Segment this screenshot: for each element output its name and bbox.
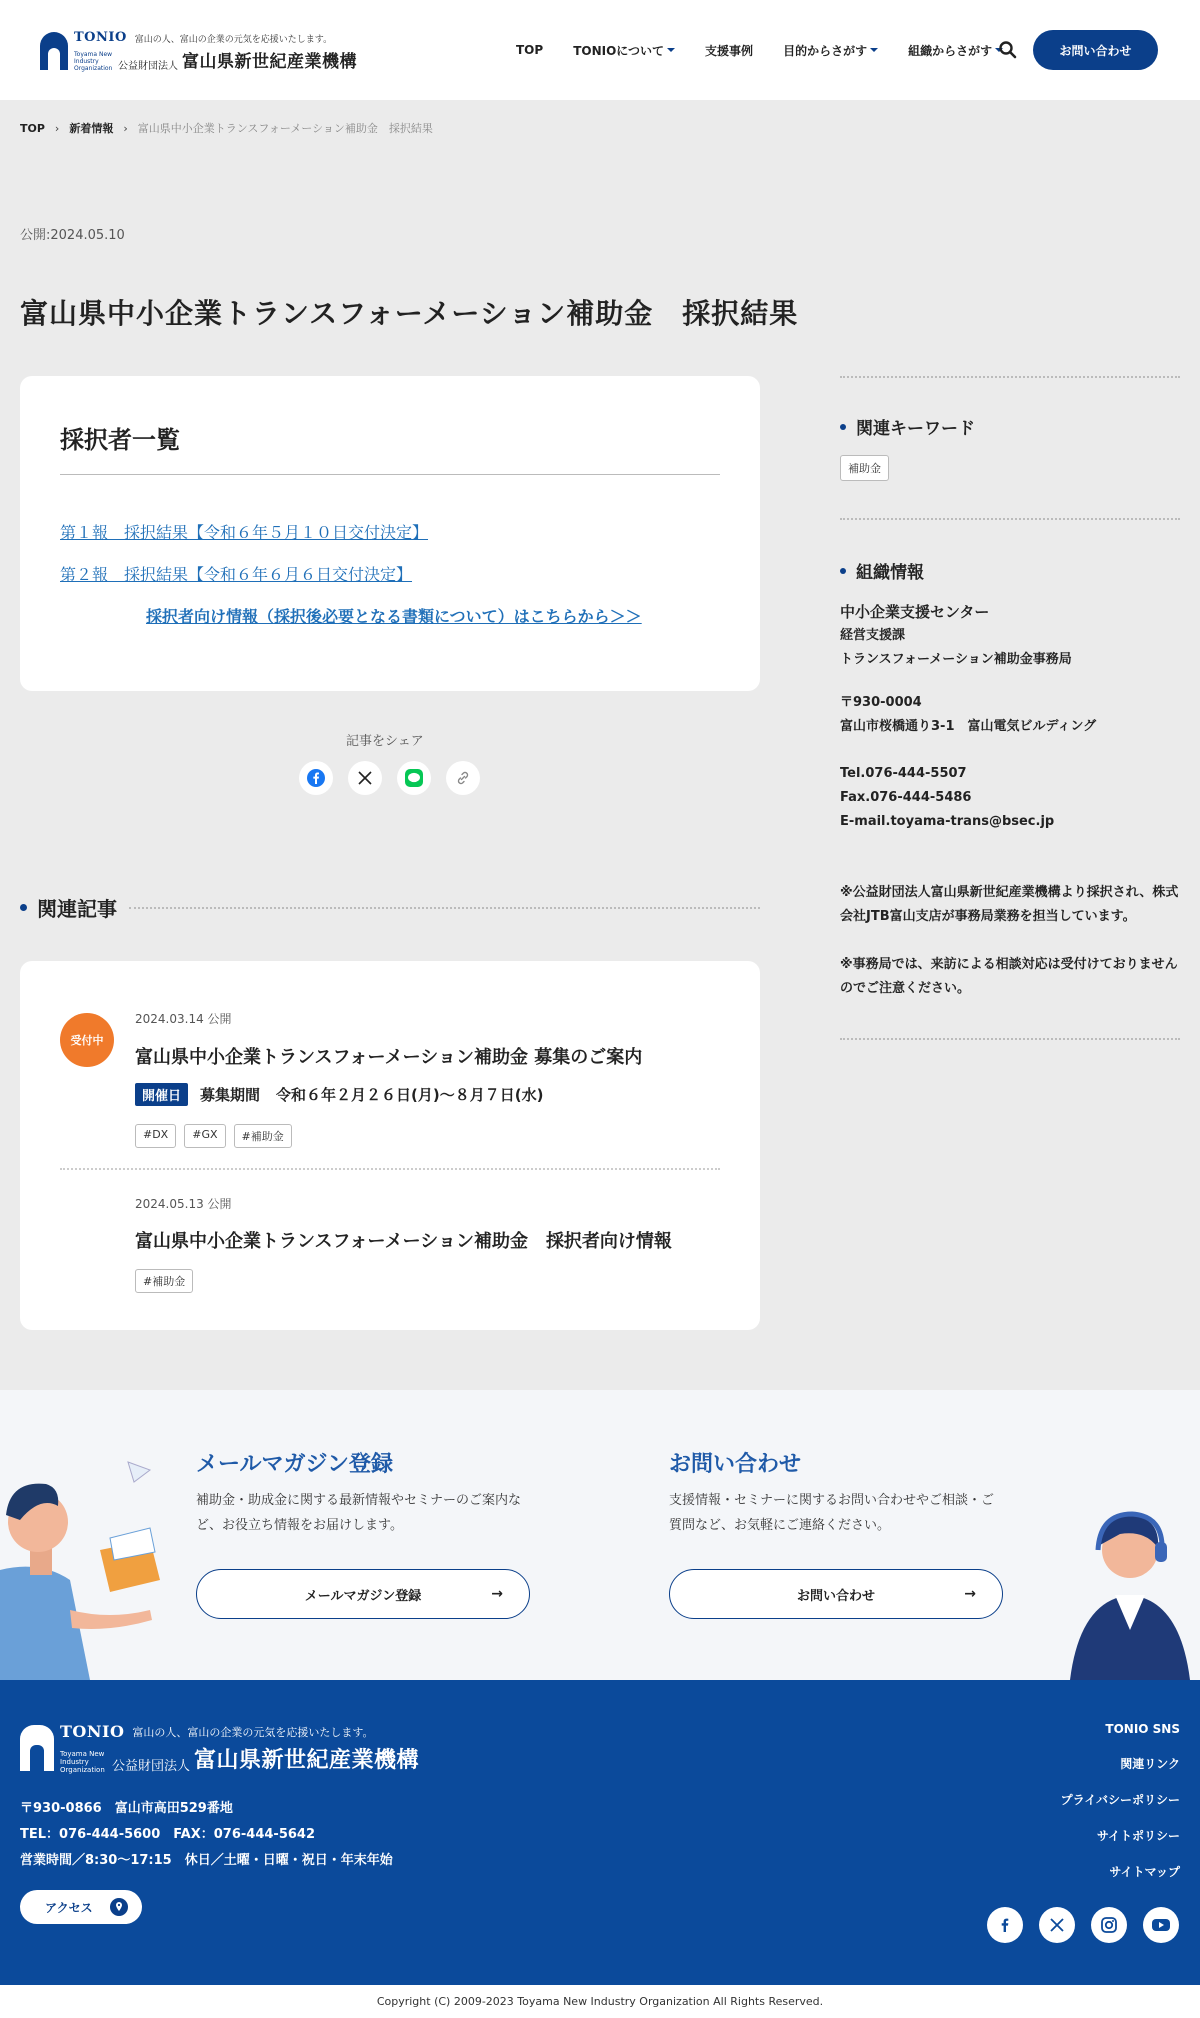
bullet-icon <box>840 424 846 430</box>
copyright: Copyright (C) 2009-2023 Toyama New Industry Organization All Rights Reserved. <box>0 1985 1200 2018</box>
arrow-right-icon: → <box>491 1586 503 1602</box>
footer-address: 〒930-0866 富山市高田529番地 <box>20 1801 233 1816</box>
tonio-logo-icon <box>20 1725 54 1771</box>
contact-button[interactable]: お問い合わせ → <box>669 1569 1003 1619</box>
dotted-divider <box>840 1038 1180 1040</box>
org-email-link[interactable]: E-mail.toyama-trans@bsec.jp <box>840 814 1055 829</box>
footer-link-privacy[interactable]: プライバシーポリシー <box>1060 1793 1180 1807</box>
sidebar-note-1: ※公益財団法人富山県新世紀産業機構より採択され、株式会社JTB富山支店が事務局業務を担当しています。 <box>840 885 1179 924</box>
logo-org-prefix: 公益財団法人 <box>112 1759 191 1774</box>
dotted-divider <box>129 907 760 909</box>
footer-link-sitemap[interactable]: サイトマップ <box>1109 1865 1180 1879</box>
footer-hours: 営業時間／8:30～17:15 休日／土曜・日曜・祝日・年末年始 <box>20 1853 393 1868</box>
dotted-divider <box>840 518 1180 520</box>
footer-links <box>1061 1722 1180 1899</box>
tag-gx[interactable]: #GX <box>184 1124 225 1148</box>
newsletter-description: 補助金・助成金に関する最新情報やセミナーのご案内など、お役立ち情報をお届けします。 <box>196 1493 522 1533</box>
share-label: 記事をシェア <box>346 734 424 749</box>
chevron-down-icon <box>870 48 878 52</box>
chevron-right-icon: › <box>123 121 128 135</box>
keyword-tag-subsidy[interactable]: 補助金 <box>840 455 889 481</box>
bullet-icon <box>840 568 846 574</box>
global-nav <box>516 0 1033 100</box>
link-icon[interactable] <box>446 761 480 795</box>
logo-english: Toyama New Industry Organization <box>74 51 113 72</box>
footer-link-sns[interactable]: TONIO SNS <box>1105 1722 1180 1736</box>
org-office: トランスフォーメーション補助金事務局 <box>840 652 1072 667</box>
publish-date: 公開:2024.05.10 <box>20 228 125 243</box>
site-logo[interactable] <box>40 30 357 72</box>
access-button[interactable]: アクセス <box>20 1890 142 1924</box>
status-badge: 受付中 <box>60 1013 114 1067</box>
nav-cases[interactable]: 支援事例 <box>705 43 754 58</box>
org-tel: Tel.076-444-5507 <box>840 766 967 781</box>
map-pin-icon <box>110 1898 128 1916</box>
search-icon[interactable] <box>998 40 1018 60</box>
x-icon[interactable] <box>348 761 382 795</box>
dotted-divider <box>60 1168 720 1170</box>
instagram-icon[interactable] <box>1091 1907 1127 1943</box>
adoption-list-card <box>20 376 760 691</box>
article-title-link[interactable]: 富山県中小企業トランスフォーメーション補助金 募集のご案内 <box>135 1047 643 1068</box>
person-illustration <box>0 1460 170 1680</box>
result-link-2[interactable]: 第２報 採択結果【令和６年６月６日交付決定】 <box>60 565 413 584</box>
sidebar-note-2: ※事務局では、来訪による相談対応は受付けておりませんのでご注意ください。 <box>840 957 1178 996</box>
period-value: 令和６年２月２６日(月)～８月７日(水) <box>276 1086 544 1104</box>
header-contact-button[interactable]: お問い合わせ <box>1033 30 1158 70</box>
logo-brand: TONIO <box>74 30 127 45</box>
dotted-divider <box>840 376 1180 378</box>
logo-org-name: 富山県新世紀産業機構 <box>194 1748 420 1773</box>
article-date: 2024.05.13 公開 <box>135 1197 232 1211</box>
chevron-down-icon <box>667 48 675 52</box>
breadcrumb-news[interactable]: 新着情報 <box>69 122 114 135</box>
breadcrumb <box>20 120 433 136</box>
operator-illustration <box>1060 1490 1200 1680</box>
nav-purpose[interactable]: 目的からさがす <box>783 42 878 59</box>
arrow-right-icon: → <box>964 1586 976 1602</box>
footer-phone: TEL：076-444-5600 FAX：076-444-5642 <box>20 1827 315 1842</box>
logo-brand: TONIO <box>60 1722 125 1741</box>
newsletter-title: メールマガジン登録 <box>196 1452 394 1477</box>
facebook-icon[interactable] <box>987 1907 1023 1943</box>
period-label: 募集期間 <box>200 1086 261 1104</box>
line-icon[interactable] <box>397 761 431 795</box>
org-dept: 経営支援課 <box>840 628 906 643</box>
logo-english: Toyama New Industry Organization <box>60 1750 105 1774</box>
breadcrumb-current: 富山県中小企業トランスフォーメーション補助金 採択結果 <box>137 122 433 135</box>
footer-link-site-policy[interactable]: サイトポリシー <box>1096 1829 1180 1843</box>
facebook-icon[interactable] <box>299 761 333 795</box>
logo-org-name: 富山県新世紀産業機構 <box>182 52 357 72</box>
org-fax: Fax.076-444-5486 <box>840 790 972 805</box>
article-date: 2024.03.14 公開 <box>135 1012 232 1026</box>
logo-org-prefix: 公益財団法人 <box>118 61 178 72</box>
nav-organization[interactable]: 組織からさがす <box>908 42 1003 59</box>
article-title-link[interactable]: 富山県中小企業トランスフォーメーション補助金 採択者向け情報 <box>135 1231 672 1252</box>
logo-tagline: 富山の人、富山の企業の元気を応援いたします。 <box>132 1726 374 1739</box>
org-center: 中小企業支援センター <box>840 603 990 621</box>
contact-description: 支援情報・セミナーに関するお問い合わせやご相談・ご質問など、お気軽にご連絡ください。 <box>669 1493 995 1533</box>
adoptee-info-link[interactable]: 採択者向け情報（採択後必要となる書類について）はこちらから＞＞ <box>146 607 642 626</box>
newsletter-button[interactable]: メールマガジン登録 → <box>196 1569 530 1619</box>
recruitment-period <box>135 1083 543 1106</box>
result-link-1[interactable]: 第１報 採択結果【令和６年５月１０日交付決定】 <box>60 523 429 542</box>
tag-subsidy[interactable]: #補助金 <box>135 1269 193 1293</box>
related-articles-list <box>20 961 760 1330</box>
card-heading: 採択者一覧 <box>60 426 180 454</box>
footer-link-related[interactable]: 関連リンク <box>1120 1757 1180 1771</box>
nav-top[interactable]: TOP <box>516 43 544 57</box>
divider <box>60 474 720 475</box>
page-title: 富山県中小企業トランスフォーメーション補助金 採択結果 <box>20 297 799 330</box>
period-tag: 開催日 <box>135 1083 188 1106</box>
org-info-heading: 組織情報 <box>840 558 924 583</box>
x-icon[interactable] <box>1039 1907 1075 1943</box>
keywords-heading: 関連キーワード <box>840 414 975 439</box>
footer-logo[interactable] <box>20 1722 419 1774</box>
footer-contact-info <box>20 1796 393 1874</box>
article-tags <box>135 1124 300 1148</box>
breadcrumb-top[interactable]: TOP <box>20 121 45 135</box>
org-zip: 〒930-0004 <box>840 695 922 710</box>
tonio-logo-icon <box>40 32 68 70</box>
site-footer <box>0 1680 1200 1985</box>
nav-about[interactable]: TONIOについて <box>573 42 675 59</box>
chevron-right-icon: › <box>54 121 60 135</box>
tag-subsidy[interactable]: #補助金 <box>234 1124 292 1148</box>
cta-section <box>0 1390 1200 1680</box>
tag-dx[interactable]: #DX <box>135 1124 176 1148</box>
contact-title: お問い合わせ <box>669 1452 802 1477</box>
bullet-icon <box>20 904 27 911</box>
article-tags <box>135 1269 201 1293</box>
site-header <box>0 0 1200 100</box>
youtube-icon[interactable] <box>1143 1907 1179 1943</box>
related-articles-heading: 関連記事 <box>20 893 760 922</box>
org-address: 富山市桜橋通り3-1 富山電気ビルディング <box>840 719 1097 734</box>
logo-tagline: 富山の人、富山の企業の元気を応援いたします。 <box>134 35 333 45</box>
